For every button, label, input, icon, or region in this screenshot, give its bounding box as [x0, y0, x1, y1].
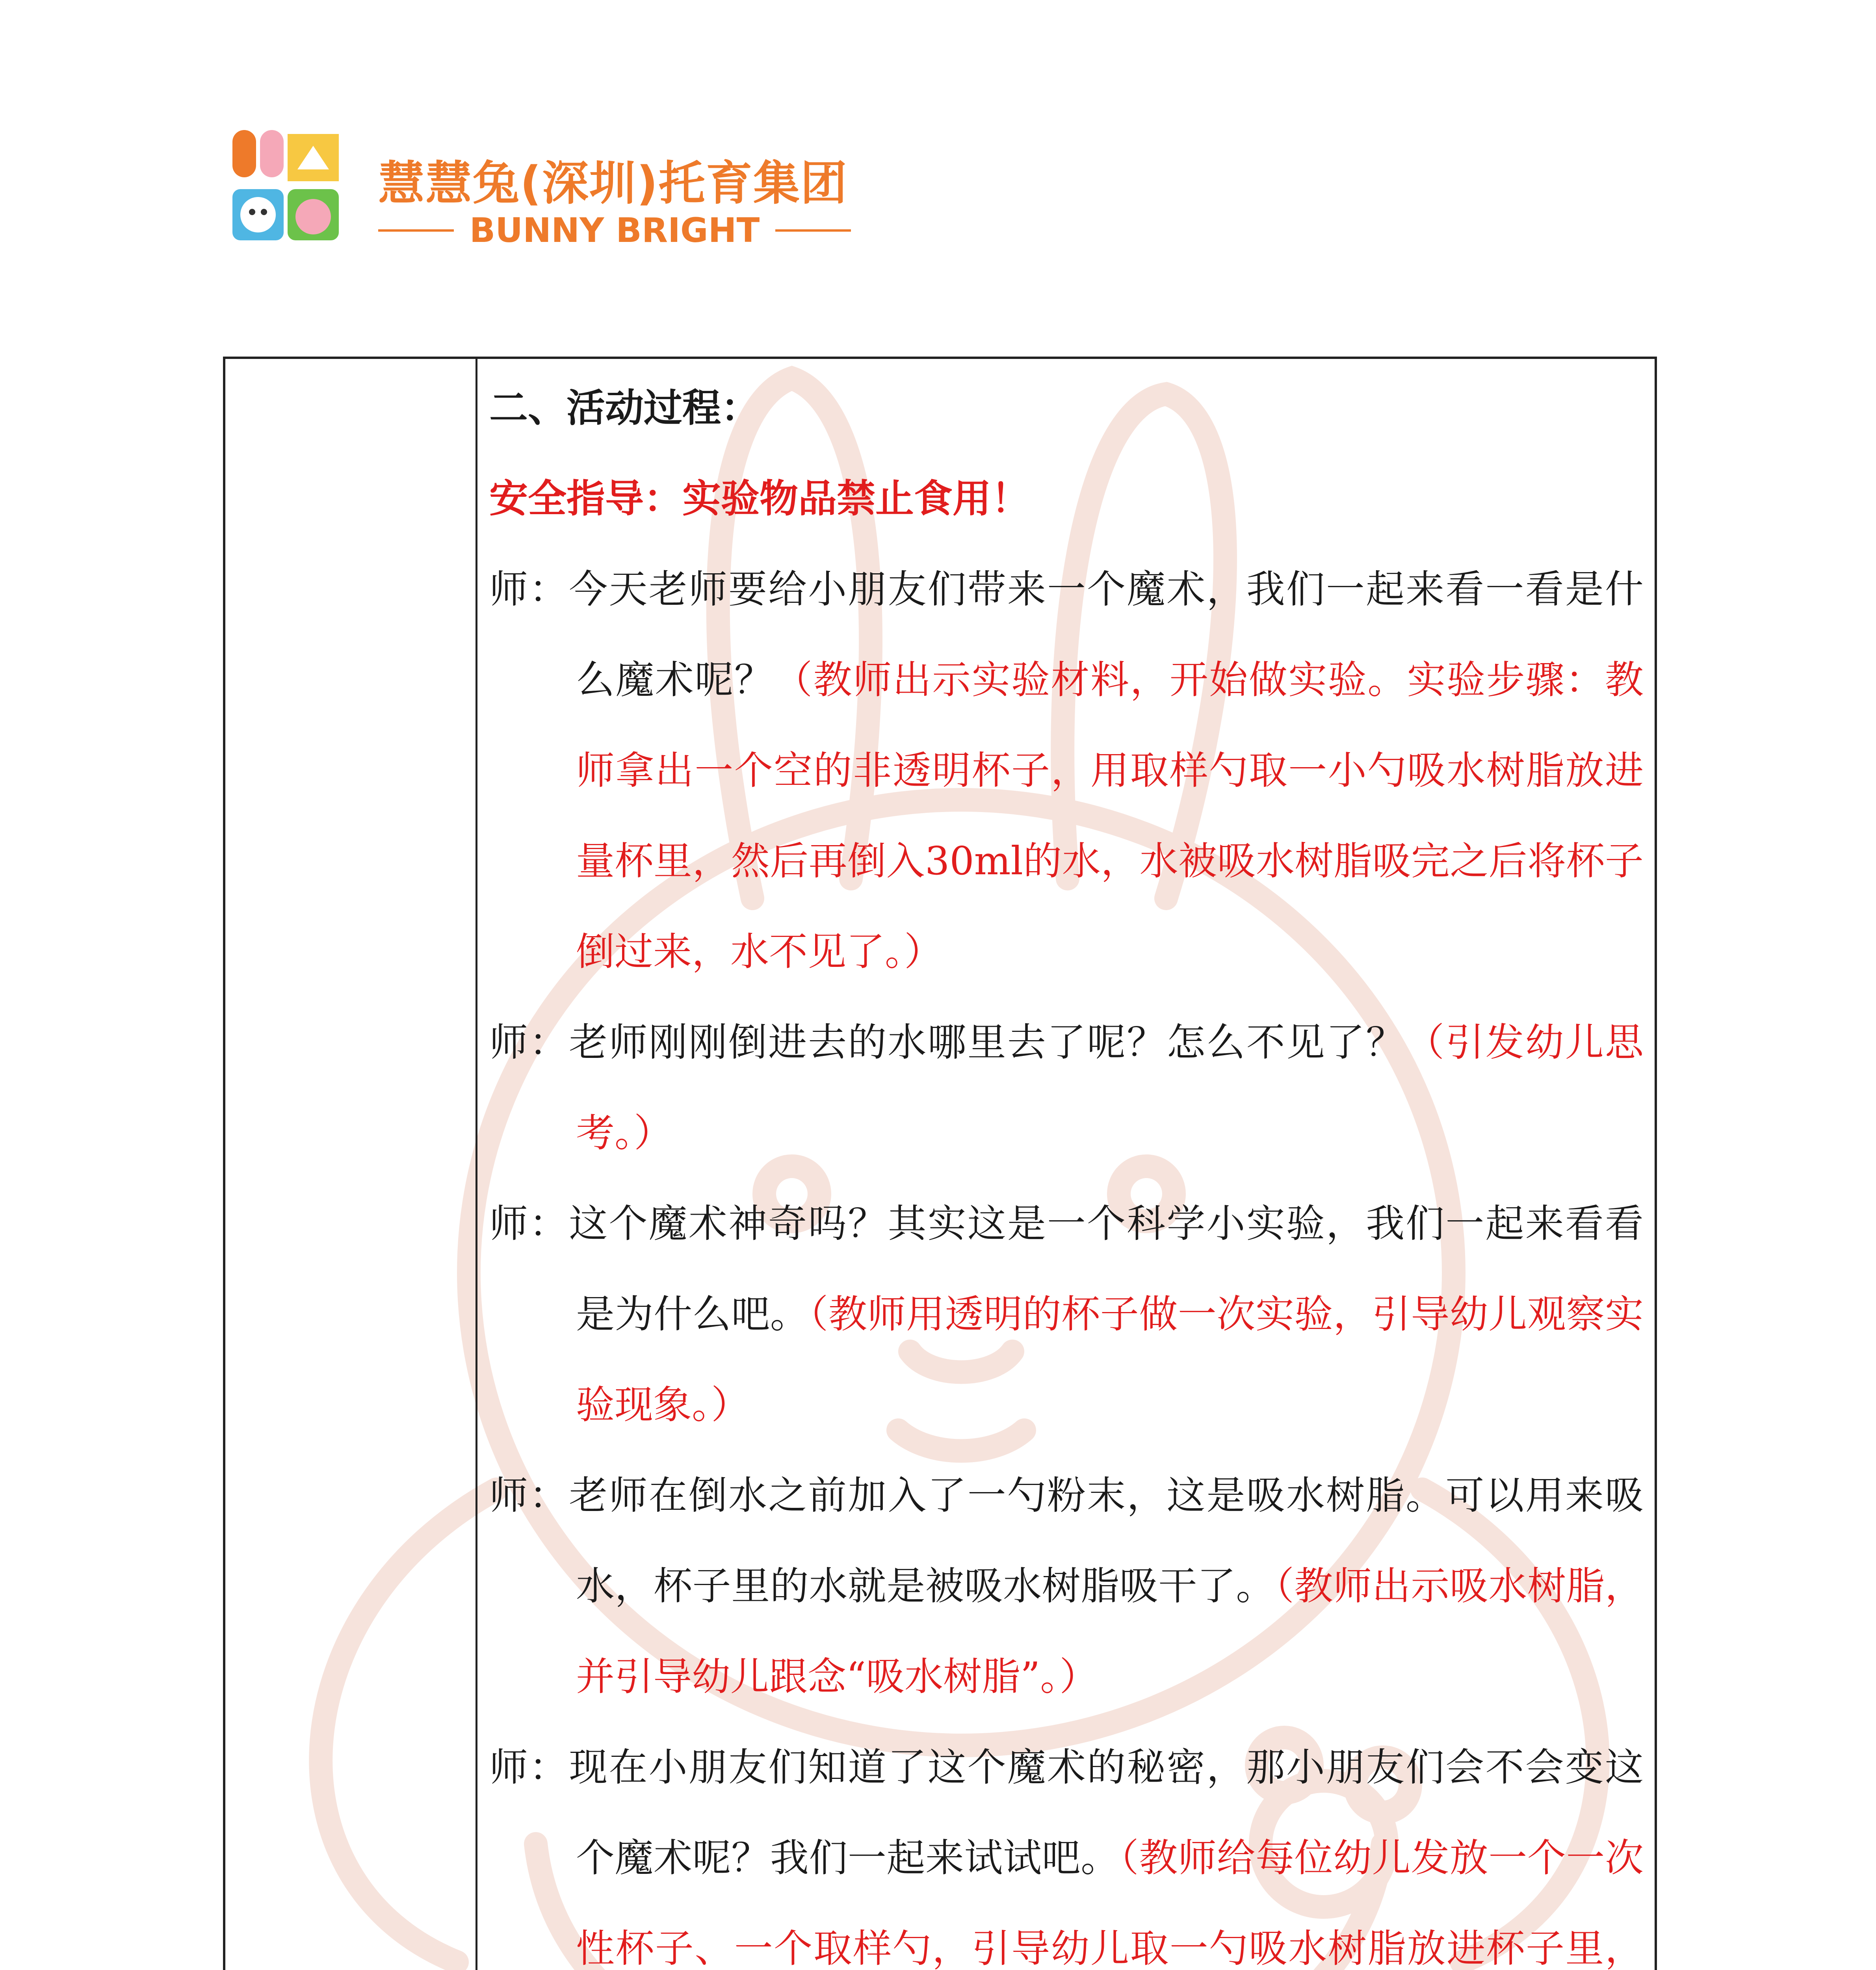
speaker-label: 师： — [489, 1473, 569, 1518]
safety-note: 安全指导：实验物品禁止食用！ — [489, 476, 1030, 521]
teacher-speech: 老师刚刚倒进去的水哪里去了呢？怎么不见了？ — [569, 1020, 1406, 1065]
dialogue-paragraph — [489, 1450, 1644, 1722]
teacher-speech: 今天老师要给小朋友们带来一个魔术，我们一起来看一看是什么魔术呢？ — [569, 567, 1644, 703]
dialogue-paragraph — [489, 1178, 1644, 1450]
divider — [378, 229, 454, 232]
teacher-note: （教师出示实验材料，开始做实验。实验步骤：教师拿出一个空的非透明杯子，用取样勺取一小勺吸水树脂放进量杯里，然后再倒入30ml的水，水被吸水树脂吸完之后将杯子倒过来，水不见了。） — [576, 658, 1644, 974]
dialogue-paragraph — [489, 544, 1644, 997]
speaker-label: 师： — [489, 1020, 569, 1065]
divider — [775, 229, 851, 232]
teacher-note: （教师出示吸水树脂，并引导幼儿跟念“吸水树脂”。） — [576, 1564, 1644, 1699]
brand-name-cn: 慧慧兔(深圳)托育集团 — [378, 156, 848, 210]
header-logo — [228, 126, 898, 260]
table-content-cell — [489, 359, 1644, 1970]
brand-name-en: BUNNY BRIGHT — [469, 211, 760, 250]
teacher-note: （教师用透明的杯子做一次实验，引导幼儿观察实验现象。） — [576, 1292, 1644, 1427]
teacher-speech: 这个魔术神奇吗？其实这是一个科学小实验，我们一起来看看是为什么吧。 — [569, 1201, 1644, 1337]
dialogue-paragraph — [489, 1722, 1644, 1970]
activity-table — [223, 357, 1657, 1970]
bunny-logo-icon — [228, 126, 347, 244]
teacher-speech: 现在小朋友们知道了这个魔术的秘密，那小朋友们会不会变这个魔术呢？我们一起来试试吧。 — [569, 1745, 1644, 1881]
brand-name-en-row — [378, 211, 851, 250]
table-left-cell — [225, 359, 477, 1970]
section-heading: 二、活动过程： — [489, 385, 760, 431]
dialogue-paragraph — [489, 997, 1644, 1178]
teacher-note: （教师给每位幼儿发放一个一次性杯子、一个取样勺，引导幼儿取一勺吸水树脂放进杯子里， — [576, 1836, 1644, 1970]
teacher-note: （引发幼儿思考。） — [576, 1020, 1644, 1156]
speaker-label: 师： — [489, 1745, 569, 1790]
speaker-label: 师： — [489, 1201, 569, 1246]
teacher-speech: 老师在倒水之前加入了一勺粉末，这是吸水树脂。可以用来吸水，杯子里的水就是被吸水树脂吸干了。 — [569, 1473, 1644, 1609]
speaker-label: 师： — [489, 567, 569, 612]
